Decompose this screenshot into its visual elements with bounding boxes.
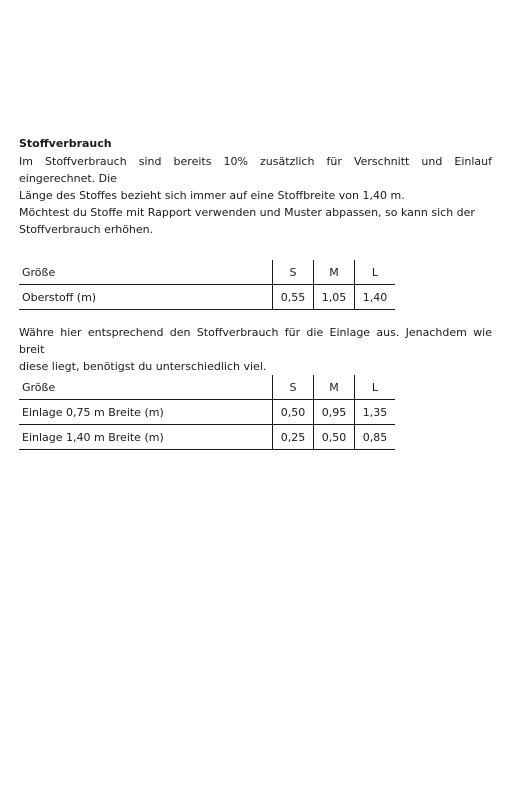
row-label: Oberstoff (m) [22, 290, 97, 304]
intro-line-3: Möchtest du Stoffe mit Rapport verwenden und Muster abpassen, so kann sich der [19, 206, 475, 219]
table-header-row [19, 260, 395, 285]
row-value-m: 1,05 [314, 285, 355, 310]
header-size-s: S [273, 260, 314, 285]
table-header-row [19, 375, 395, 400]
row-label: Einlage 0,75 m Breite (m) [22, 405, 164, 419]
row-value-l: 0,85 [355, 425, 396, 450]
row-value-m: 0,50 [314, 425, 355, 450]
fabric-consumption-table [19, 260, 395, 310]
intro-line-2: Länge des Stoffes bezieht sich immer auf eine Stoffbreite von 1,40 m. [19, 189, 405, 202]
einlage-line-2: diese liegt, benötigst du unterschiedlich viel. [19, 360, 267, 373]
intro-line-4: Stoffverbrauch erhöhen. [19, 223, 154, 236]
table-row [19, 425, 395, 450]
header-size-l: L [355, 260, 396, 285]
row-value-m: 0,95 [314, 400, 355, 425]
header-size-m: M [314, 375, 355, 400]
table-row [19, 400, 395, 425]
document-content [19, 137, 492, 450]
table-row [19, 285, 395, 310]
row-value-l: 1,35 [355, 400, 396, 425]
interfacing-consumption-table [19, 375, 395, 450]
header-size-s: S [273, 375, 314, 400]
row-value-s: 0,55 [273, 285, 314, 310]
intro-line-1: Im Stoffverbrauch sind bereits 10% zusätzlich für Verschnitt und Einlauf eingerechnet. Die [19, 155, 492, 185]
header-size-label: Größe [22, 265, 56, 279]
header-size-l: L [355, 375, 396, 400]
row-value-s: 0,50 [273, 400, 314, 425]
section-heading: Stoffverbrauch [19, 137, 112, 150]
row-value-s: 0,25 [273, 425, 314, 450]
header-size-m: M [314, 260, 355, 285]
header-size-label: Größe [22, 380, 56, 394]
einlage-line-1: Währe hier entsprechend den Stoffverbrauch für die Einlage aus. Jenachdem wie breit [19, 326, 492, 356]
row-label: Einlage 1,40 m Breite (m) [22, 430, 164, 444]
row-value-l: 1,40 [355, 285, 396, 310]
